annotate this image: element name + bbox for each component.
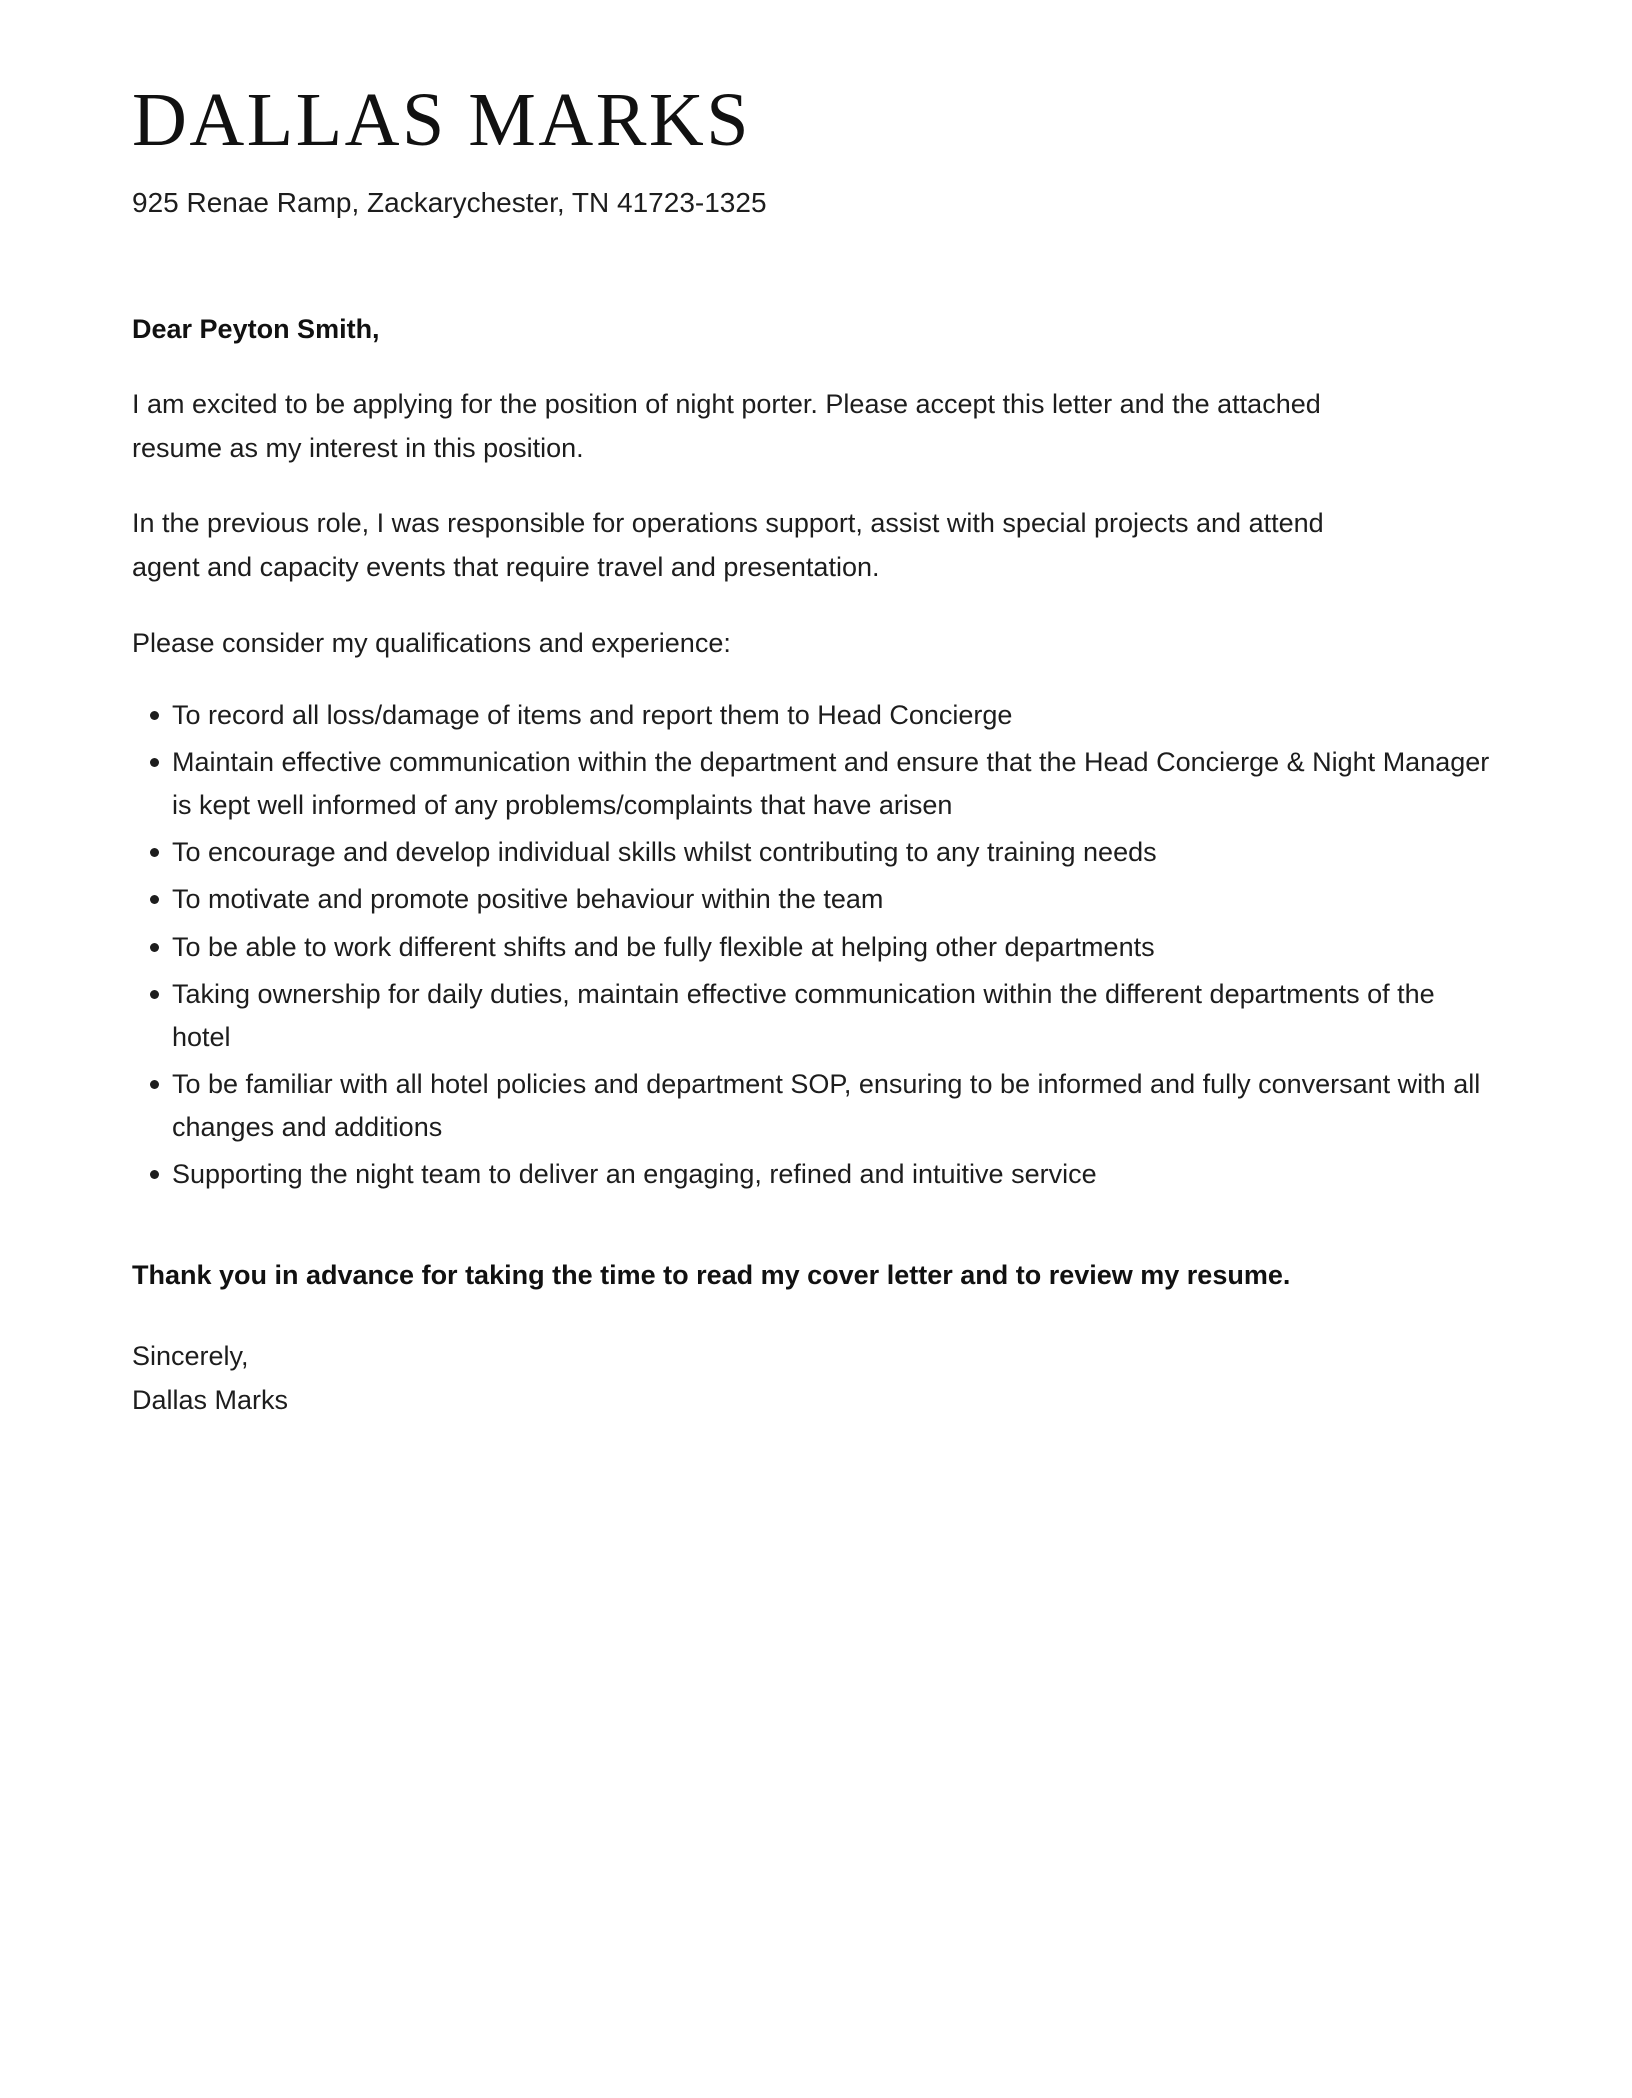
- qualifications-list: [132, 694, 1492, 1197]
- salutation: Dear Peyton Smith,: [132, 313, 380, 344]
- paragraph-experience: In the previous role, I was responsible for operations support, assist with special projects and attend agent and capacity events that require travel and presentation.: [132, 508, 1324, 583]
- list-item: To be familiar with all hotel policies and department SOP, ensuring to be informed and fully conversant with all changes and additions: [132, 1063, 1492, 1149]
- list-item: To encourage and develop individual skills whilst contributing to any training needs: [132, 831, 1492, 874]
- list-item: To be able to work different shifts and be fully flexible at helping other departments: [132, 926, 1492, 969]
- list-item: To record all loss/damage of items and report them to Head Concierge: [132, 694, 1492, 737]
- list-item: To motivate and promote positive behaviour within the team: [132, 878, 1492, 921]
- list-item: Maintain effective communication within the department and ensure that the Head Concierge & Night Manager is kept well informed of any problems/complaints that have arisen: [132, 741, 1492, 827]
- list-item: Taking ownership for daily duties, maintain effective communication within the different departments of the hotel: [132, 973, 1492, 1059]
- valediction: Sincerely,: [132, 1341, 249, 1372]
- paragraph-intro: I am excited to be applying for the position of night porter. Please accept this letter and the attached resume as my interest in this position.: [132, 388, 1321, 463]
- signature-name: Dallas Marks: [132, 1384, 289, 1415]
- signoff-block: [132, 1335, 1492, 1422]
- paragraph-qualifications-lead: Please consider my qualifications and experience:: [132, 627, 731, 658]
- page-title: DALLAS MARKS: [132, 78, 752, 162]
- list-item: Supporting the night team to deliver an engaging, refined and intuitive service: [132, 1153, 1492, 1196]
- letter-body: [132, 310, 1492, 1423]
- closing-statement: Thank you in advance for taking the time to read my cover letter and to review my resume.: [132, 1259, 1291, 1290]
- sender-address: 925 Renae Ramp, Zackarychester, TN 41723-1325: [132, 187, 767, 218]
